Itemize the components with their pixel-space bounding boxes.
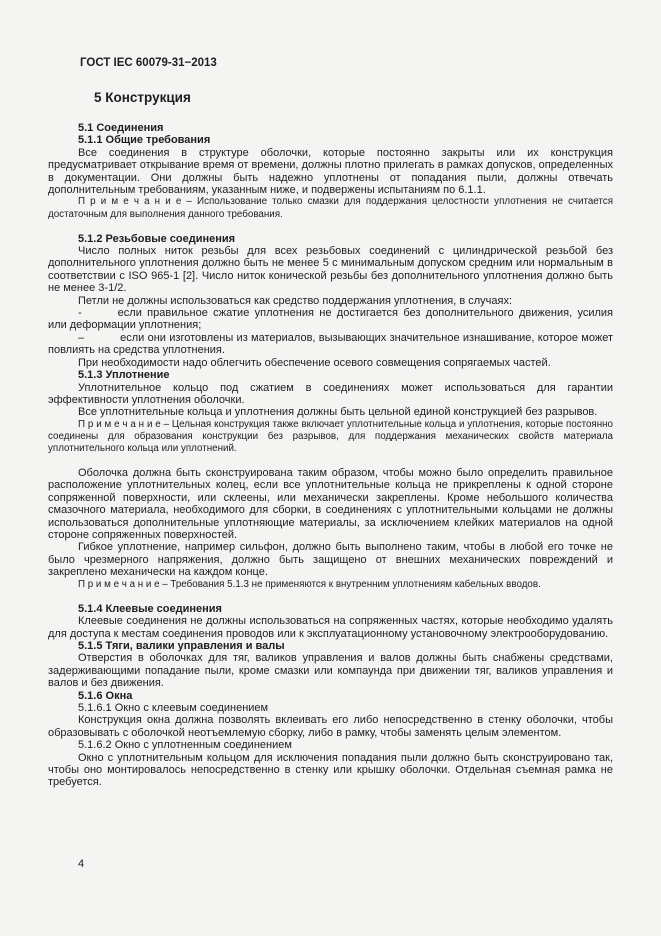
subsection-heading: 5.1.6.1 Окно с клеевым соединением: [78, 702, 269, 714]
chapter-title: 5 Конструкция: [94, 90, 191, 105]
section-heading: 5.1.3 Уплотнение: [78, 369, 170, 382]
paragraph: Все соединения в структуре оболочки, которые постоянно закрыты или их конструкция предусматривает открывание время от времени, должны плотно прилегать в рамках допусков, определенных в документации. Они должны быть надежно уплотнены от попадания пыли, должны отвечать дополнительным требованиям, указанным ниже, и подвержены испытаниям по 6.1.1.: [48, 146, 613, 197]
paragraph-spacer: [48, 455, 613, 467]
section-heading: 5.1.1 Общие требования: [78, 134, 211, 147]
list-item-dash: –: [78, 331, 85, 344]
section-heading: 5.1.4 Клеевые соединения: [78, 602, 222, 615]
section-heading: 5.1.5 Тяги, валики управления и валы: [78, 639, 285, 652]
paragraph: Все уплотнительные кольца и уплотнения должны быть цельной единой конструкцией без разрывов.: [78, 406, 598, 419]
paragraph: Оболочка должна быть сконструирована таким образом, чтобы можно было определить правильное расположение уплотнительных колец, если все уплотнительные кольца не прикреплены к одной стороне сопряженной поверхности, или склеены, или механически закреплены. Кроме небольшого количества смазочного материала, необходимого для сборки, в соединениях с уплотнительными кольцами не должны использоваться дополнительные уплотняющие материалы, за исключением клейких материалов на одной стороне сопряженных поверхностей.: [48, 467, 613, 542]
paragraph: При необходимости надо облегчить обеспечение осевого совмещения сопрягаемых частей.: [78, 356, 551, 369]
page-number: 4: [78, 858, 85, 870]
paragraph-spacer: [48, 591, 613, 603]
list-item: [48, 332, 613, 357]
note-paragraph: П р и м е ч а н и е – Использование только смазки для поддержания целостности уплотнения не считается достаточным для выполнения данного требования.: [48, 196, 613, 220]
paragraph-spacer: [48, 221, 613, 233]
paragraph: Уплотнительное кольцо под сжатием в соединениях может использоваться для гарантии эффективности уплотнения оболочки.: [48, 381, 613, 406]
paragraph: Гибкое уплотнение, например сильфон, должно быть выполнено таким, чтобы в любой его точке не было чрезмерного напряжения, должно быть защищено от внешних механических повреждений и закреплено механически на каждом конце.: [48, 541, 613, 579]
paragraph: Клеевые соединения не должны использоваться на сопряженных частях, которые необходимо удалять для доступа к местам соединения проводов или к эксплуатационному установочному электрооборудованию.: [48, 615, 613, 640]
document-body: [48, 122, 613, 789]
list-item-dash: -: [78, 307, 82, 320]
note-paragraph: П р и м е ч а н и е – Цельная конструкция также включает уплотнительные кольца и уплотнения, которые постоянно соединены для образования конструкции без разрывов, для поддержания механических свойств материала уплотнительного кольца или уплотнений.: [48, 418, 613, 454]
note-paragraph: П р и м е ч а н и е – Требования 5.1.3 не применяются к внутренним уплотнениям кабельных вводов.: [78, 578, 541, 590]
section-heading: 5.1.2 Резьбовые соединения: [78, 232, 236, 245]
paragraph: Отверстия в оболочках для тяг, валиков управления и валов должны быть снабжены средствами, задерживающими попадание пыли, кроме смазки или компаунда при движении тяг, валиков управления и валов и без движения.: [48, 652, 613, 690]
list-item: [48, 307, 613, 332]
list-item-text: если правильное сжатие уплотнения не достигается без дополнительного движения, усилия или деформации уплотнения;: [48, 307, 613, 332]
section-heading: 5.1.6 Окна: [78, 689, 133, 702]
section-heading: 5.1 Соединения: [78, 122, 164, 134]
paragraph: Число полных ниток резьбы для всех резьбовых соединений с цилиндрической резьбой без дополнительного уплотнения должно быть не менее 5 с минимальным допуском средним или нормальным в соответствии с ISO 965-1 [2]. Число ниток конической резьбы без дополнительного уплотнения должно быть не менее 3-1/2.: [48, 245, 613, 295]
paragraph: Окно с уплотнительным кольцом для исключения попадания пыли должно быть сконструировано так, чтобы оно монтировалось непосредственно в стенку или крышку оболочки. Отдельная съемная рамка не требуется.: [48, 751, 613, 789]
paragraph: Петли не должны использоваться как средство поддержания уплотнения, в случаях:: [78, 294, 513, 307]
running-header: ГОСТ IEC 60079-31−2013: [80, 57, 217, 69]
list-item-text: если они изготовлены из материалов, вызывающих значительное изнашивание, которое может повлиять на средства уплотнения.: [48, 331, 613, 357]
paragraph: Конструкция окна должна позволять вклеивать его либо непосредственно в стенку оболочки, чтобы образовывать с оболочкой неотъемлемую сборку, либо в рамку, чтобы заменять целым элементом.: [48, 714, 613, 739]
subsection-heading: 5.1.6.2 Окно с уплотненным соединением: [78, 739, 292, 752]
